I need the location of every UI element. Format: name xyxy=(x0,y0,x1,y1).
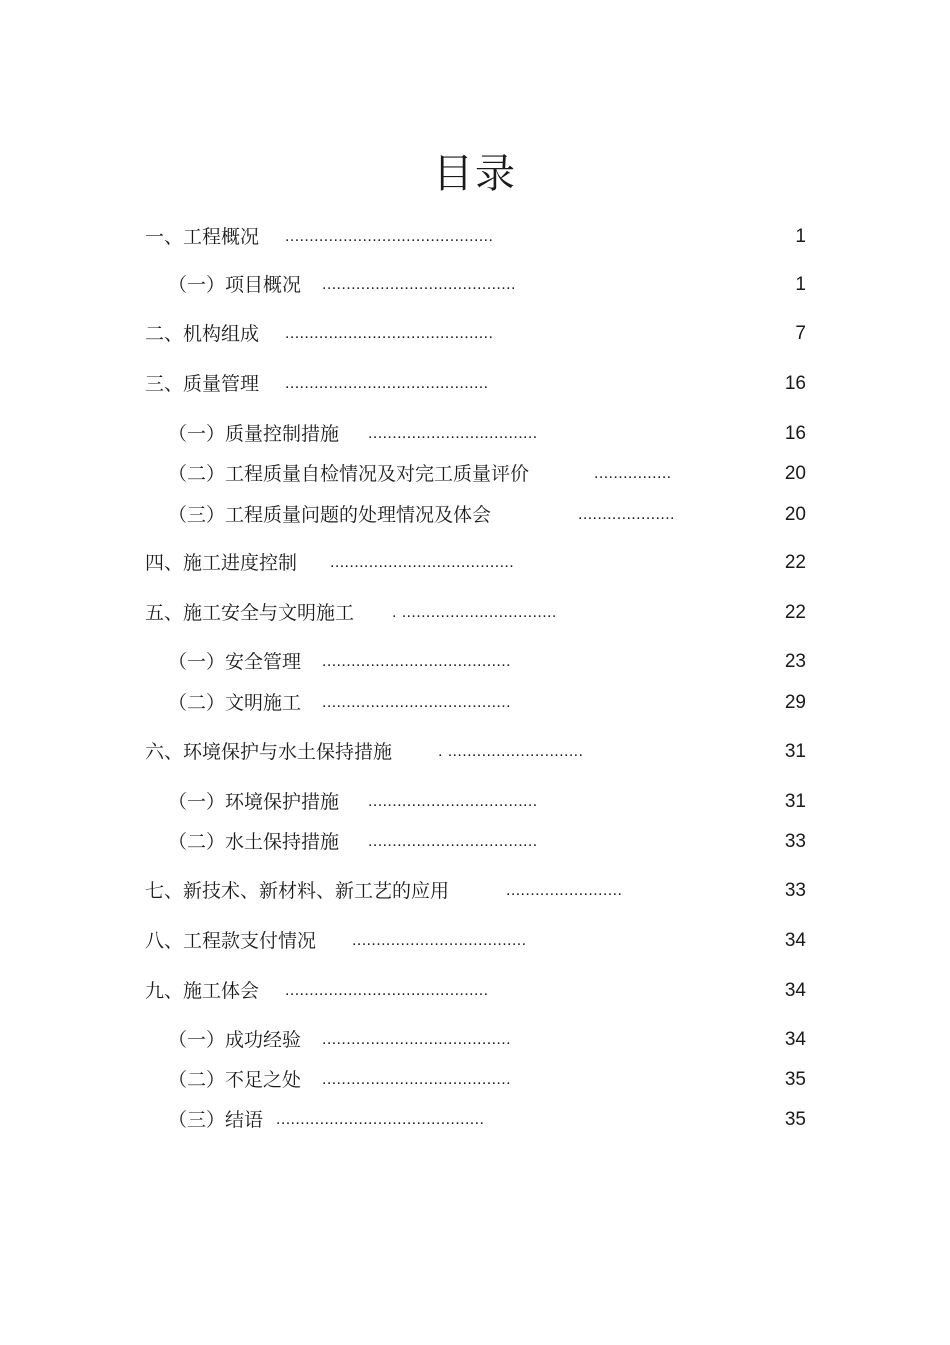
toc-entry-label: （二）水土保持措施 xyxy=(168,831,340,853)
toc-entry xyxy=(0,649,950,675)
toc-entry-page: 1 xyxy=(795,226,806,247)
toc-entry-page: 35 xyxy=(784,1069,806,1090)
toc-entry-leader: . ................................ xyxy=(392,604,557,621)
toc-entry-label: （一）质量控制措施 xyxy=(168,423,340,445)
toc-entry-leader: ....................................... xyxy=(322,653,511,670)
toc-entry xyxy=(0,371,950,397)
toc-entry xyxy=(0,600,950,626)
toc-entry-leader: . ............................ xyxy=(438,743,584,760)
toc-entry-label: 八、工程款支付情况 xyxy=(145,930,317,952)
toc-entry-leader: ........................................... xyxy=(285,325,494,342)
toc-entry-page: 29 xyxy=(784,692,806,713)
toc-entry-leader: ................ xyxy=(594,465,672,482)
toc-entry xyxy=(0,789,950,815)
toc-entry-page: 31 xyxy=(784,741,806,762)
toc-entry-label: 一、工程概况 xyxy=(145,226,260,248)
toc-entry xyxy=(0,1107,950,1133)
toc-entry xyxy=(0,461,950,487)
toc-entry-page: 22 xyxy=(784,602,806,623)
toc-entry xyxy=(0,272,950,298)
toc-entry-label: （一）环境保护措施 xyxy=(168,791,340,813)
toc-entry xyxy=(0,550,950,576)
toc-entry-leader: .......................................... xyxy=(285,982,489,999)
toc-entry-label: 六、环境保护与水土保持措施 xyxy=(145,741,393,763)
toc-entry-label: （二）工程质量自检情况及对完工质量评价 xyxy=(168,463,530,485)
toc-entry-page: 23 xyxy=(784,651,806,672)
toc-entry-leader: ....................................... xyxy=(322,1071,511,1088)
toc-entry xyxy=(0,928,950,954)
toc-entry xyxy=(0,321,950,347)
toc-entry-label: （三）结语 xyxy=(168,1109,264,1131)
toc-entry-label: （一）成功经验 xyxy=(168,1029,302,1051)
toc-entry-leader: .................... xyxy=(578,506,675,523)
toc-entry xyxy=(0,978,950,1004)
toc-entry xyxy=(0,224,950,250)
toc-entry-label: （一）项目概况 xyxy=(168,274,302,296)
toc-entry-page: 34 xyxy=(784,930,806,951)
toc-entry-page: 33 xyxy=(784,880,806,901)
toc-entry-leader: ...................................... xyxy=(330,554,515,571)
toc-entry-page: 1 xyxy=(795,274,806,295)
toc-entry-page: 31 xyxy=(784,791,806,812)
toc-entry-label: （三）工程质量问题的处理情况及体会 xyxy=(168,504,492,526)
toc-entry-label: （一）安全管理 xyxy=(168,651,302,673)
toc-entry xyxy=(0,739,950,765)
toc-entry-page: 16 xyxy=(784,423,806,444)
toc-entry-leader: ................................... xyxy=(368,833,538,850)
toc-entry-leader: ................................... xyxy=(368,425,538,442)
toc-entry-label: 四、施工进度控制 xyxy=(145,552,298,574)
toc-entry-label: 七、新技术、新材料、新工艺的应用 xyxy=(145,880,450,902)
toc-entry-page: 20 xyxy=(784,504,806,525)
toc-entry xyxy=(0,502,950,528)
toc-entry-page: 35 xyxy=(784,1109,806,1130)
toc-entry-leader: ....................................... xyxy=(322,1031,511,1048)
toc-entry-label: 三、质量管理 xyxy=(145,373,260,395)
toc-entry xyxy=(0,878,950,904)
toc-entry-leader: ........................................ xyxy=(322,276,516,293)
toc-entry-leader: .................................... xyxy=(352,932,527,949)
toc-entry xyxy=(0,1027,950,1053)
toc-entry xyxy=(0,1067,950,1093)
toc-entry-leader: ................................... xyxy=(368,793,538,810)
toc-title: 目录 xyxy=(433,151,517,197)
toc-entry-page: 22 xyxy=(784,552,806,573)
toc-entry xyxy=(0,421,950,447)
toc-entry-page: 16 xyxy=(784,373,806,394)
toc-entry xyxy=(0,829,950,855)
toc-entry-label: （二）不足之处 xyxy=(168,1069,302,1091)
toc-entry-label: （二）文明施工 xyxy=(168,692,302,714)
toc-entry-label: 九、施工体会 xyxy=(145,980,260,1002)
toc-entry-page: 7 xyxy=(795,323,806,344)
toc-entry-page: 34 xyxy=(784,980,806,1001)
toc-entry-leader: ....................................... xyxy=(322,694,511,711)
toc-entry-leader: .......................................... xyxy=(285,375,489,392)
toc-entry-leader: ........................................... xyxy=(276,1111,485,1128)
toc-entry-page: 34 xyxy=(784,1029,806,1050)
toc-entry-leader: ........................................... xyxy=(285,228,494,245)
toc-entry-leader: ........................ xyxy=(506,882,623,899)
toc-entry-label: 五、施工安全与文明施工 xyxy=(145,602,355,624)
toc-entry xyxy=(0,690,950,716)
toc-entry-page: 20 xyxy=(784,463,806,484)
toc-entry-page: 33 xyxy=(784,831,806,852)
toc-entry-label: 二、机构组成 xyxy=(145,323,260,345)
